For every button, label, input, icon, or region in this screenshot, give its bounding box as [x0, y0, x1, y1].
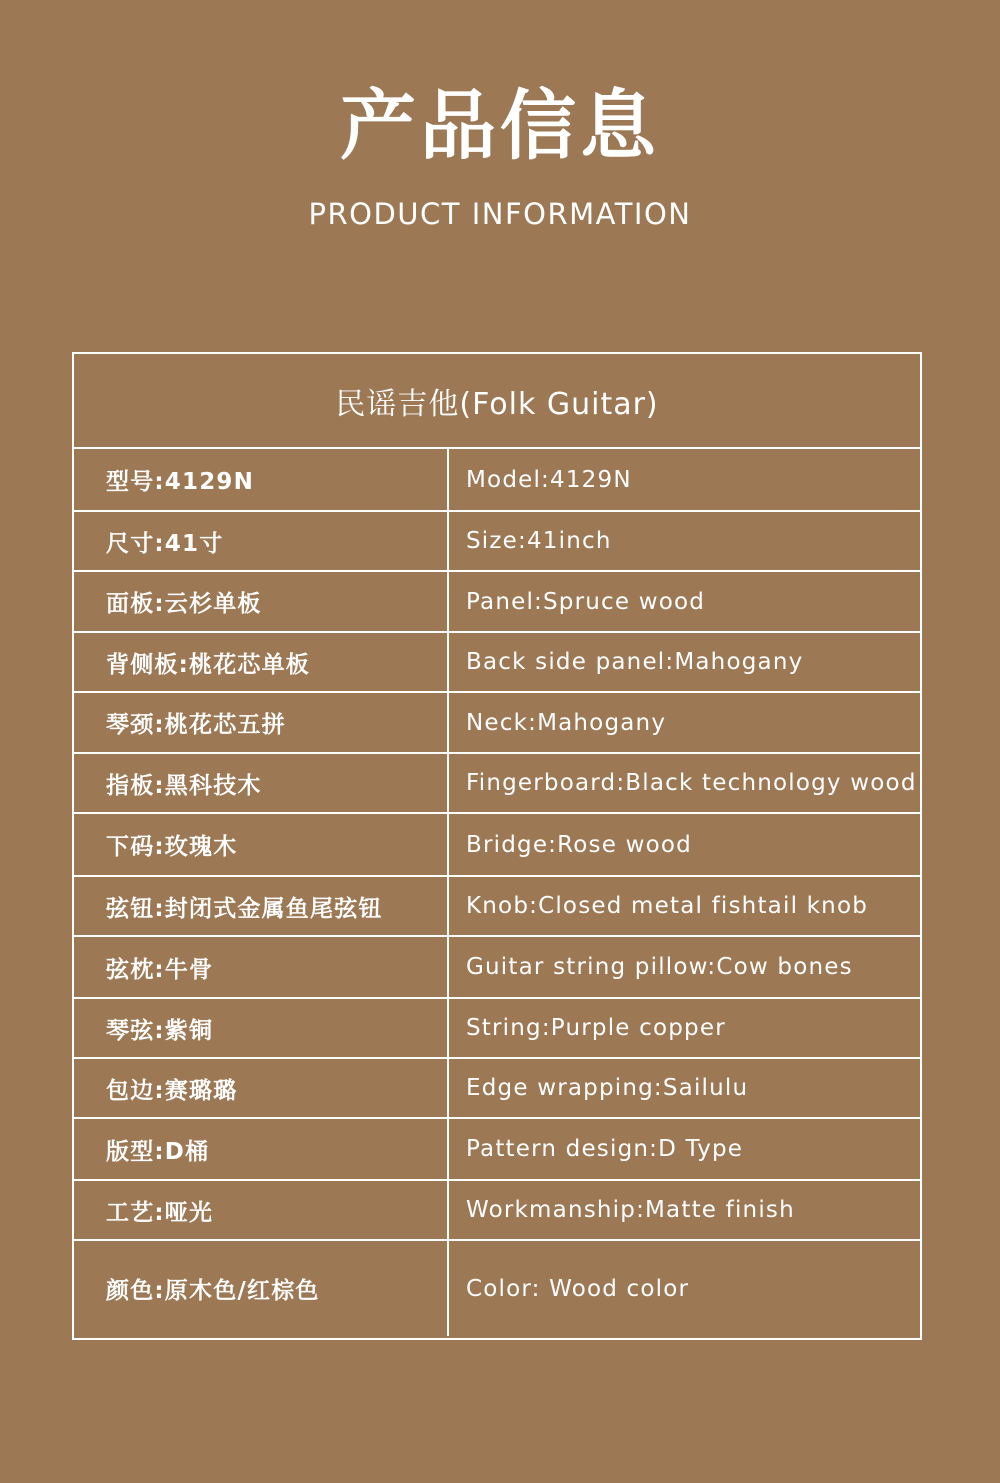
spec-label-cn: 型号:4129N — [74, 449, 449, 510]
spec-label-cn: 颜色:原木色/红棕色 — [74, 1241, 449, 1336]
spec-label-cn: 工艺:哑光 — [74, 1181, 449, 1239]
table-row — [74, 999, 920, 1059]
table-row — [74, 693, 920, 754]
spec-table — [72, 352, 922, 1340]
spec-label-en: String:Purple copper — [466, 1015, 726, 1041]
spec-label-en: Pattern design:D Type — [466, 1136, 744, 1162]
spec-label-en: Panel:Spruce wood — [466, 588, 706, 615]
table-row — [74, 449, 920, 512]
spec-label-en: Color: Wood color — [466, 1275, 690, 1302]
spec-label-cn: 尺寸:41寸 — [74, 512, 449, 570]
spec-label-cn: 版型:D桶 — [74, 1119, 449, 1179]
spec-label-en: Knob:Closed metal fishtail knob — [466, 893, 869, 919]
spec-label-en: Edge wrapping:Sailulu — [466, 1075, 749, 1101]
spec-label-en: Bridge:Rose wood — [466, 831, 692, 858]
table-row — [74, 512, 920, 572]
table-row — [74, 937, 920, 999]
table-row — [74, 754, 920, 814]
spec-label-en: Workmanship:Matte finish — [466, 1197, 795, 1223]
spec-label-en: Neck:Mahogany — [466, 709, 667, 736]
spec-label-en: Size:41inch — [466, 528, 612, 554]
spec-label-cn: 下码:玫瑰木 — [74, 814, 449, 875]
table-body — [74, 449, 920, 1336]
spec-label-en: Model:4129N — [466, 466, 632, 493]
spec-label-cn: 弦钮:封闭式金属鱼尾弦钮 — [74, 877, 449, 935]
spec-label-en: Guitar string pillow:Cow bones — [466, 954, 853, 980]
page-title: 产品信息 — [340, 81, 660, 170]
table-row — [74, 1181, 920, 1241]
spec-label-cn: 背侧板:桃花芯单板 — [74, 633, 449, 691]
spec-label-cn: 包边:赛璐璐 — [74, 1059, 449, 1117]
table-row — [74, 1119, 920, 1181]
table-row — [74, 1059, 920, 1119]
spec-label-en: Back side panel:Mahogany — [466, 649, 804, 675]
page-subtitle: PRODUCT INFORMATION — [308, 197, 692, 231]
spec-label-cn: 琴弦:紫铜 — [74, 999, 449, 1057]
table-row — [74, 1241, 920, 1336]
table-row — [74, 814, 920, 877]
spec-label-cn: 弦枕:牛骨 — [74, 937, 449, 997]
table-title: 民谣吉他(Folk Guitar) — [74, 354, 920, 449]
spec-label-cn: 指板:黑科技木 — [74, 754, 449, 812]
spec-label-en: Fingerboard:Black technology wood — [466, 770, 917, 796]
table-row — [74, 877, 920, 937]
spec-label-cn: 面板:云杉单板 — [74, 572, 449, 631]
table-row — [74, 633, 920, 693]
table-row — [74, 572, 920, 633]
spec-label-cn: 琴颈:桃花芯五拼 — [74, 693, 449, 752]
